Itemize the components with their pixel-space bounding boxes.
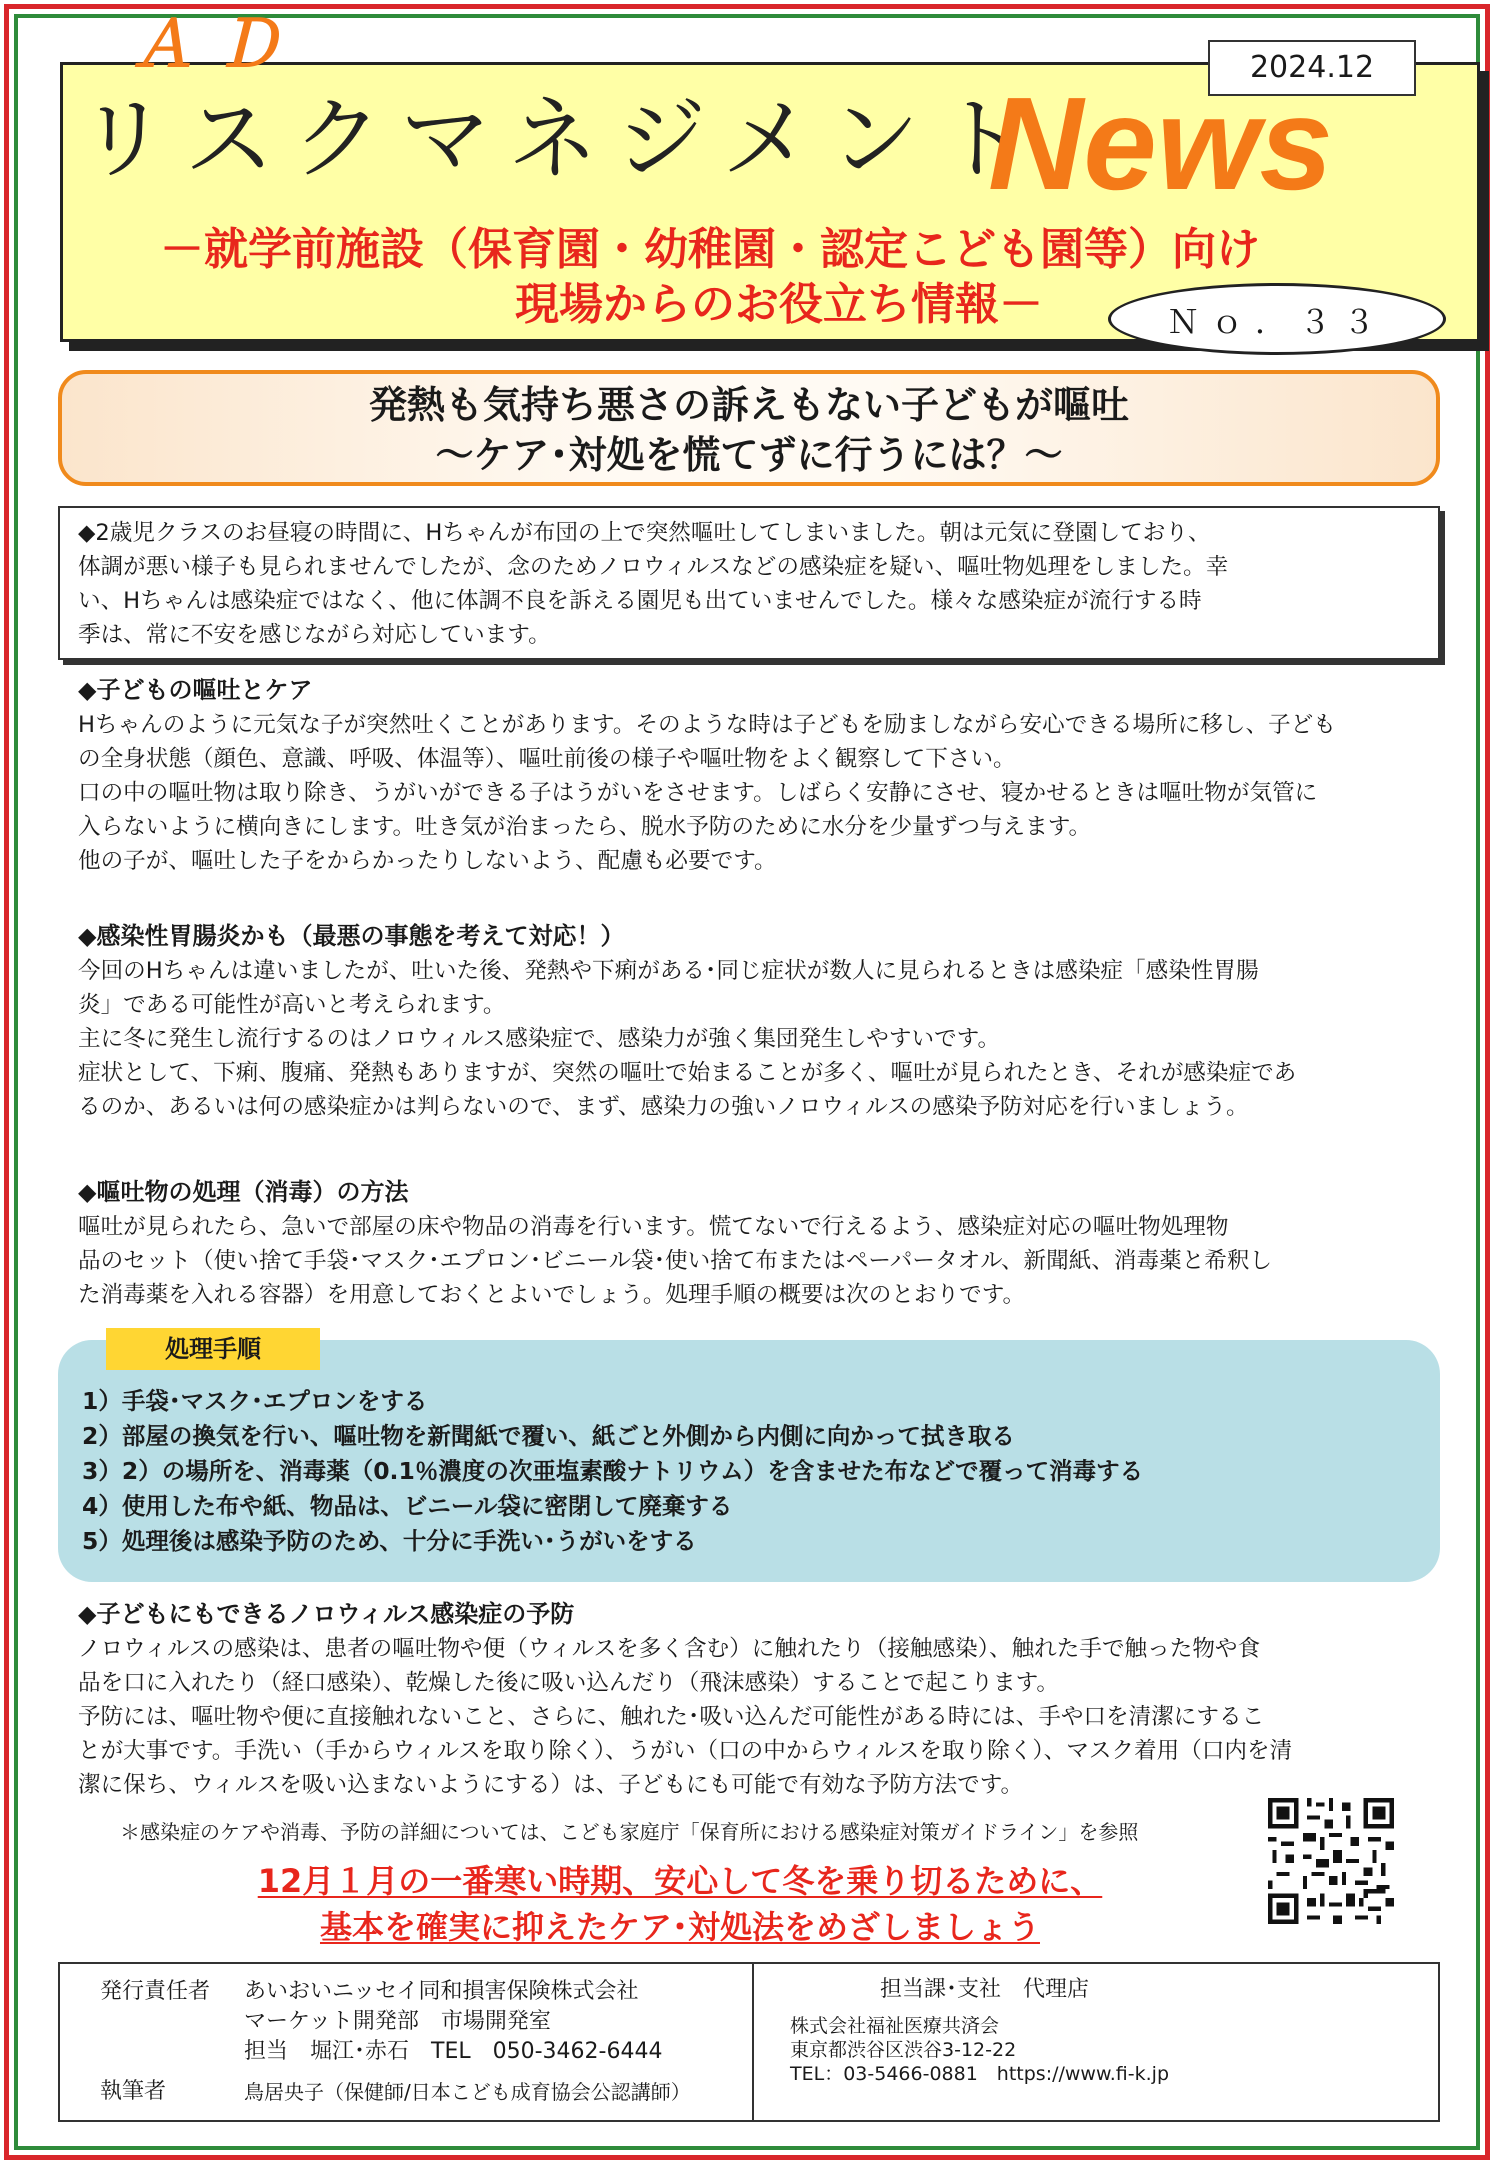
section-line: の全身状態（顔色、意識、呼吸、体温等）、嘔吐前後の様子や嘔吐物をよく観察して下さい。 (78, 746, 1016, 772)
section-line: 潔に保ち、ウィルスを吸い込まないようにする）は、子どもにも可能で有効な予防方法です。 (78, 1772, 1024, 1798)
section-line: 主に冬に発生し流行するのはノロウィルス感染症で、感染力が強く集団発生しやすいです。 (78, 1026, 1001, 1052)
agent-contact: TEL：03-5466-0881 https://www.fi-k.jp (790, 2063, 1170, 2085)
procedure-step: 4）使用した布や紙、物品は、ビニール袋に密閉して廃棄する (82, 1492, 733, 1520)
intro-line: ◆2歳児クラスのお昼寝の時間に、Hちゃんが布団の上で突然嘔吐してしまいました。朝は元気に登園しており、 (78, 520, 1211, 546)
section-line: た消毒薬を入れる容器）を用意しておくとよいでしょう。処理手順の概要は次のとおりです。 (78, 1282, 1026, 1308)
procedure-step: 5）処理後は感染予防のため、十分に手洗い･うがいをする (82, 1527, 697, 1555)
topic-banner (58, 370, 1440, 486)
intro-line: い、Hちゃんは感染症ではなく、他に体調不良を訴える園児も出ていませんでした。様々な感染症が流行する時 (78, 588, 1202, 614)
closing-message-line-2: 基本を確実に抑えたケア･対処法をめざしましょう (319, 1908, 1040, 1946)
section-heading: ◆子どもの嘔吐とケア (78, 676, 313, 704)
issue-number: Ｎｏ．３３ (1108, 283, 1446, 355)
intro-line: 季は、常に不安を感じながら対応しています。 (78, 622, 551, 648)
section-line: 入らないように横向きにします。吐き気が治まったら、脱水予防のために水分を少量ずつ与えます。 (78, 814, 1092, 840)
section-line: るのか、あるいは何の感染症かは判らないので、まず、感染力の強いノロウィルスの感染予防対応を行いましょう。 (78, 1094, 1249, 1120)
section-heading: ◆子どもにもできるノロウィルス感染症の予防 (78, 1600, 575, 1628)
agent-address: 東京都渋谷区渋谷3-12-22 (790, 2039, 1017, 2061)
section-heading: ◆感染性胃腸炎かも（最悪の事態を考えて対応！） (78, 922, 625, 950)
procedure-box (58, 1340, 1440, 1582)
section-norovirus-prevention (78, 1596, 1440, 1802)
guideline-note: ＊感染症のケアや消毒、予防の詳細については、こども家庭庁「保育所における感染症対策ガイドライン」を参照 (120, 1820, 1139, 1844)
topic-subtitle: ～ケア･対処を慌てずに行うには？～ (435, 433, 1063, 477)
author-name: 鳥居央子（保健師/日本こども成育協会公認講師） (244, 2080, 691, 2104)
procedure-label: 処理手順 (106, 1328, 320, 1370)
ad-logo: ＡＤ (130, 8, 302, 80)
section-line: 炎」である可能性が高いと考えられます。 (78, 992, 506, 1018)
publisher-company: あいおいニッセイ同和損害保険株式会社 (244, 1979, 639, 2004)
issue-date: 2024.12 (1208, 40, 1416, 96)
section-line: 今回のHちゃんは違いましたが、吐いた後、発熱や下痢がある･同じ症状が数人に見られるときは感染症「感染性胃腸 (78, 958, 1259, 984)
section-line: とが大事です。手洗い（手からウィルスを取り除く）、うがい（口の中からウィルスを取り除く）、マスク着用（口内を清 (78, 1738, 1293, 1764)
section-line: 嘔吐が見られたら、急いで部屋の床や物品の消毒を行います。慌てないで行えるよう、感染症対応の嘔吐物処理物 (78, 1214, 1229, 1240)
section-heading: ◆嘔吐物の処理（消毒）の方法 (78, 1178, 409, 1206)
section-line: 他の子が、嘔吐した子をからかったりしないよう、配慮も必要です。 (78, 848, 777, 874)
section-line: ノロウィルスの感染は、患者の嘔吐物や便（ウィルスを多く含む）に触れたり（接触感染）、触れた手で触った物や食 (78, 1636, 1261, 1662)
subtitle-line-2: 現場からのお役立ち情報－ (515, 279, 1043, 330)
footer-divider (752, 1964, 754, 2120)
section-line: 品を口に入れたり（経口感染）、乾燥した後に吸い込んだり（飛沫感染）することで起こります。 (78, 1670, 1060, 1696)
publisher-contact: 担当 堀江･赤石 TEL 050-3462-6444 (244, 2039, 663, 2064)
section-disposal-method (78, 1174, 1440, 1312)
section-line: 症状として、下痢、腹痛、発熱もありますが、突然の嘔吐で始まることが多く、嘔吐が見られたとき、それが感染症であ (78, 1060, 1297, 1086)
section-line: 予防には、嘔吐物や便に直接触れないこと、さらに、触れた･吸い込んだ可能性がある時には、手や口を清潔にするこ (78, 1704, 1265, 1730)
footer-publisher-box (58, 1962, 1440, 2122)
procedure-step: 2）部屋の換気を行い、嘔吐物を新聞紙で覆い、紙ごと外側から内側に向かって拭き取る (82, 1422, 1015, 1450)
section-gastroenteritis (78, 918, 1440, 1124)
intro-case-box (58, 506, 1440, 660)
procedure-step: 3）2）の場所を、消毒薬（0.1％濃度の次亜塩素酸ナトリウム）を含ませた布などで覆って消毒する (82, 1457, 1144, 1485)
procedure-step: 1）手袋･マスク･エプロンをする (82, 1387, 428, 1415)
section-vomit-care (78, 672, 1440, 878)
newsletter-title: リスクマネジメント (78, 87, 1046, 192)
section-line: 品のセット（使い捨て手袋･マスク･エプロン･ビニール袋･使い捨て布またはペーパータオル、新聞紙、消毒薬と希釈し (78, 1248, 1273, 1274)
procedure-steps (82, 1384, 1418, 1559)
agent-header: 担当課･支社 代理店 (880, 1977, 1090, 2002)
agent-company: 株式会社福祉医療共済会 (790, 2015, 1000, 2037)
intro-line: 体調が悪い様子も見られませんでしたが、念のためノロウィルスなどの感染症を疑い、嘔吐物処理をしました。幸 (78, 554, 1229, 580)
news-logo: News (988, 70, 1333, 217)
subtitle-line-1: －就学前施設（保育園・幼稚園・認定こども園等）向け (160, 224, 1260, 275)
section-line: 口の中の嘔吐物は取り除き、うがいができる子はうがいをさせます。しばらく安静にさせ、寝かせるときは嘔吐物が気管に (78, 780, 1318, 806)
topic-title: 発熱も気持ち悪さの訴えもない子どもが嘔吐 (368, 383, 1129, 427)
publisher-department: マーケット開発部 市場開発室 (244, 2009, 551, 2034)
author-label: 執筆者 (100, 2079, 167, 2104)
publisher-label: 発行責任者 (100, 1979, 211, 2004)
closing-message-line-1: 12月１月の一番寒い時期、安心して冬を乗り切るために、 (257, 1862, 1103, 1900)
section-line: Hちゃんのように元気な子が突然吐くことがあります。そのような時は子どもを励ましながら安心できる場所に移し、子ども (78, 712, 1336, 738)
qr-code-icon[interactable] (1268, 1798, 1394, 1924)
